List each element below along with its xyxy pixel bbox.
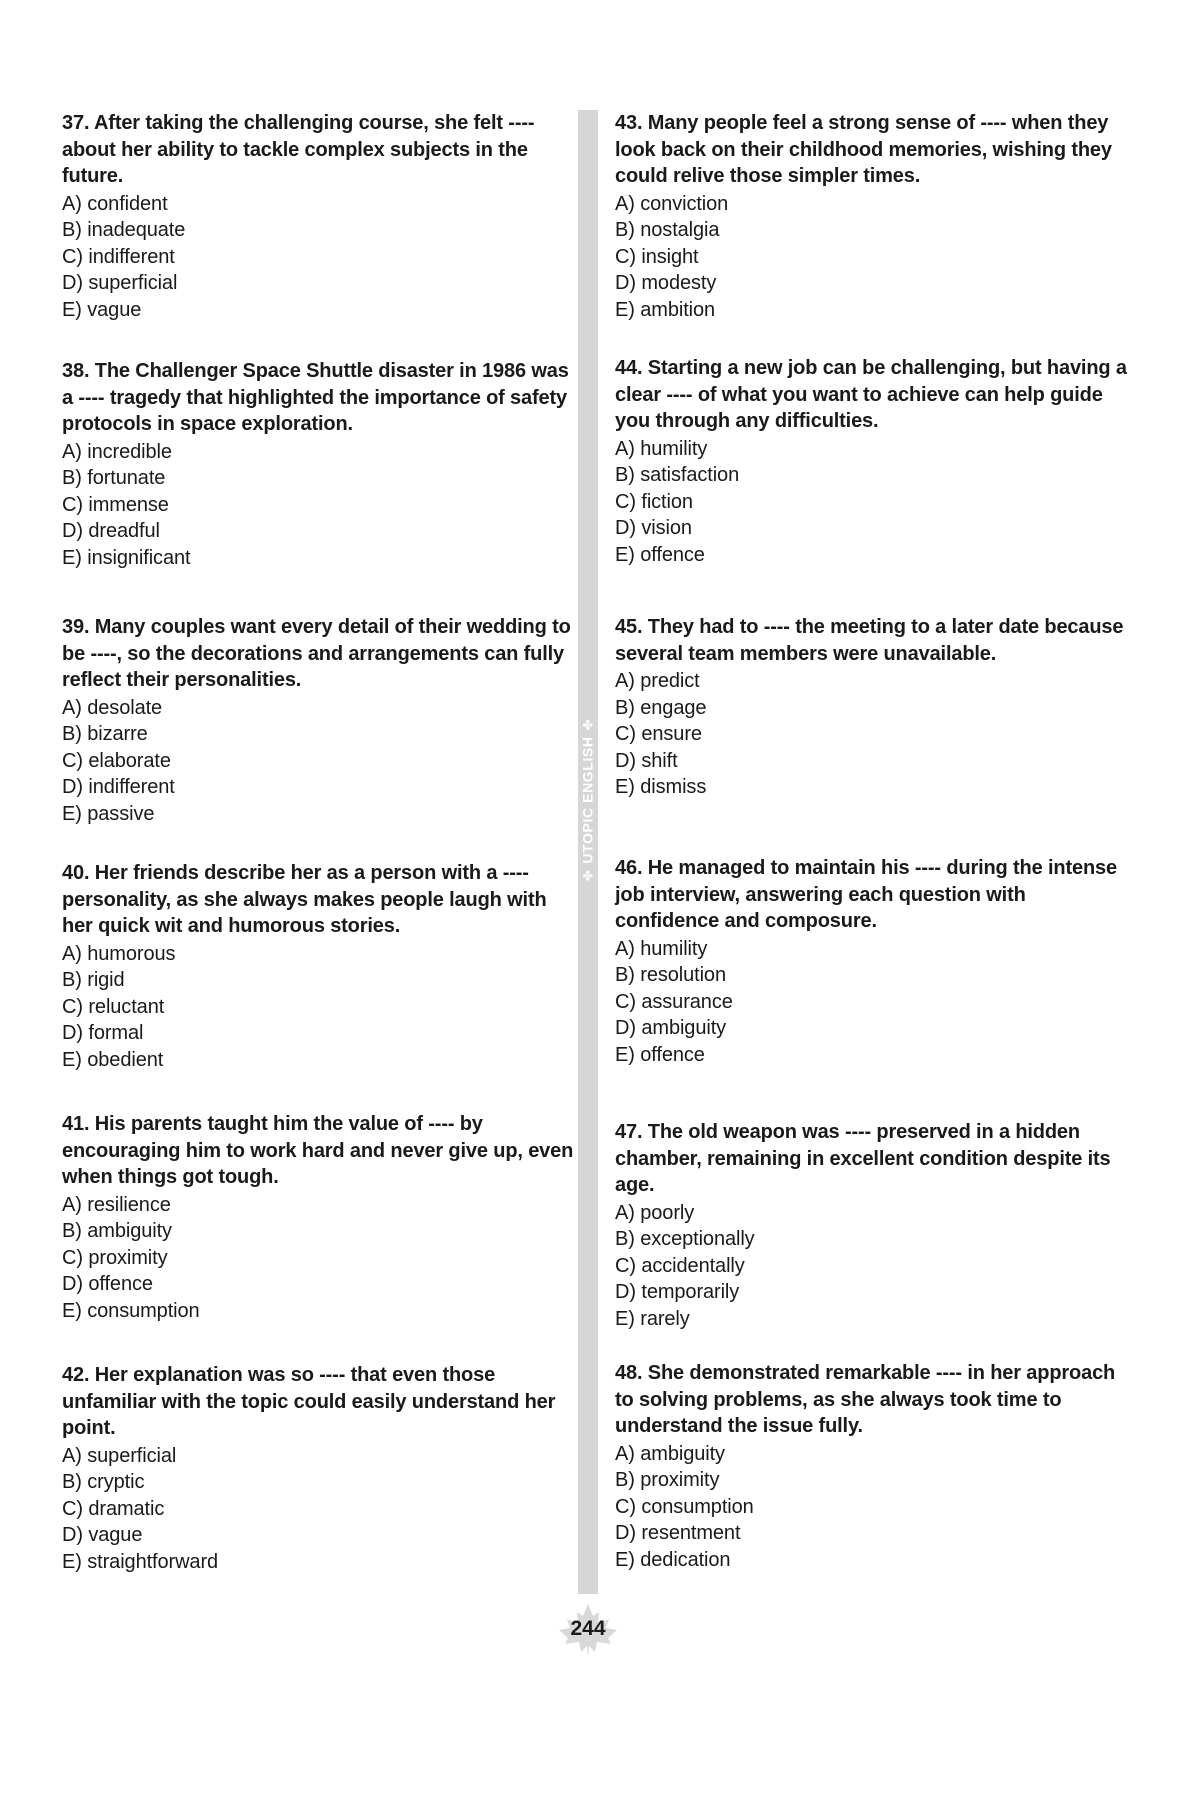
option-c: C) ensure — [615, 723, 702, 745]
question-44 — [615, 355, 1135, 568]
option-b: B) engage — [615, 696, 707, 719]
option-list — [615, 668, 1135, 801]
option-b: B) cryptic — [62, 1471, 145, 1493]
option-d: D) vague — [62, 1524, 143, 1546]
option-list — [62, 1443, 582, 1576]
option-c: C) assurance — [615, 990, 733, 1013]
option-c: C) immense — [62, 493, 169, 516]
option-a: A) resilience — [62, 1193, 171, 1216]
question-text: 47. The old weapon was ---- preserved in a hidden chamber, remaining in excellent condition despite its age. — [615, 1121, 1111, 1196]
option-d: D) shift — [615, 749, 678, 772]
option-e: E) straightforward — [62, 1550, 219, 1573]
option-a: A) humility — [615, 437, 708, 460]
option-b: B) nostalgia — [615, 219, 720, 241]
option-e: E) obedient — [62, 1048, 164, 1071]
option-e: E) dismiss — [615, 776, 707, 798]
option-b: B) rigid — [62, 969, 125, 991]
option-c: C) dramatic — [62, 1497, 165, 1520]
question-text: 42. Her explanation was so ---- that even those unfamiliar with the topic could easily understand her point. — [62, 1364, 556, 1439]
option-a: A) ambiguity — [615, 1442, 725, 1465]
question-text: 43. Many people feel a strong sense of ---- when they look back on their childhood memories, wishing they could relive those simpler times. — [615, 112, 1112, 187]
option-list — [62, 191, 582, 324]
option-a: A) conviction — [615, 192, 729, 215]
question-40 — [62, 860, 582, 1073]
question-48 — [615, 1360, 1135, 1573]
option-d: D) ambiguity — [615, 1017, 727, 1039]
option-d: D) formal — [62, 1022, 144, 1044]
option-b: B) exceptionally — [615, 1228, 755, 1250]
option-c: C) proximity — [62, 1246, 168, 1269]
option-b: B) inadequate — [62, 219, 186, 241]
option-c: C) reluctant — [62, 995, 165, 1018]
option-a: A) desolate — [62, 696, 163, 719]
option-d: D) resentment — [615, 1522, 741, 1544]
option-list — [615, 1441, 1135, 1574]
option-c: C) insight — [615, 245, 699, 268]
option-list — [615, 191, 1135, 324]
option-e: E) rarely — [615, 1307, 690, 1330]
left-column — [62, 0, 582, 1800]
option-c: C) fiction — [615, 490, 693, 513]
option-e: E) consumption — [62, 1299, 200, 1322]
question-text: 39. Many couples want every detail of their wedding to be ----, so the decorations and arrangements can fully reflect their personalities. — [62, 616, 571, 691]
option-e: E) offence — [615, 543, 705, 566]
question-text: 38. The Challenger Space Shuttle disaster in 1986 was a ---- tragedy that highlighted the importance of safety protocols in space exploration. — [62, 360, 569, 435]
question-37 — [62, 110, 582, 323]
question-text: 46. He managed to maintain his ---- during the intense job interview, answering each question with confidence and composure. — [615, 857, 1117, 932]
question-43 — [615, 110, 1135, 323]
option-d: D) vision — [615, 517, 692, 539]
question-text: 41. His parents taught him the value of ---- by encouraging him to work hard and never give up, even when things got tough. — [62, 1113, 574, 1188]
option-e: E) insignificant — [62, 546, 191, 569]
option-e: E) vague — [62, 298, 142, 321]
option-c: C) consumption — [615, 1495, 754, 1518]
page-number: 244 — [570, 1617, 606, 1640]
question-text: 45. They had to ---- the meeting to a later date because several team members were unavailable. — [615, 616, 1124, 665]
option-b: B) bizarre — [62, 723, 148, 745]
option-e: E) ambition — [615, 298, 716, 321]
option-c: C) accidentally — [615, 1254, 745, 1277]
option-e: E) offence — [615, 1043, 705, 1066]
question-39 — [62, 614, 582, 827]
option-e: E) dedication — [615, 1548, 731, 1571]
option-list — [615, 1200, 1135, 1333]
option-a: A) poorly — [615, 1201, 695, 1224]
question-46 — [615, 855, 1135, 1068]
option-list — [62, 941, 582, 1074]
option-list — [62, 695, 582, 828]
option-b: B) fortunate — [62, 467, 166, 489]
option-a: A) superficial — [62, 1444, 177, 1467]
page-number-badge — [553, 1600, 623, 1662]
side-label — [580, 713, 597, 887]
right-column — [615, 0, 1135, 1800]
option-d: D) offence — [62, 1273, 153, 1295]
question-41 — [62, 1111, 582, 1324]
option-a: A) humorous — [62, 942, 176, 965]
question-text: 40. Her friends describe her as a person with a ---- personality, as she always makes people laugh with her quick wit and humorous stories. — [62, 862, 547, 937]
maple-leaf-icon: ✤ — [580, 869, 596, 882]
option-c: C) elaborate — [62, 749, 171, 772]
option-d: D) indifferent — [62, 776, 175, 798]
maple-leaf-icon: ✤ — [580, 718, 596, 731]
option-list — [615, 936, 1135, 1069]
question-42 — [62, 1362, 582, 1575]
side-label-text: UTOPIC ENGLISH — [579, 736, 596, 864]
option-e: E) passive — [62, 802, 155, 825]
option-a: A) humility — [615, 937, 708, 960]
question-47 — [615, 1119, 1135, 1332]
option-a: A) confident — [62, 192, 168, 215]
question-45 — [615, 614, 1135, 801]
option-list — [62, 439, 582, 572]
option-list — [615, 436, 1135, 569]
option-b: B) resolution — [615, 964, 726, 986]
option-a: A) incredible — [62, 440, 172, 463]
option-b: B) ambiguity — [62, 1220, 172, 1242]
question-text: 37. After taking the challenging course, she felt ---- about her ability to tackle complex subjects in the future. — [62, 112, 535, 187]
question-38 — [62, 358, 582, 571]
option-d: D) modesty — [615, 272, 717, 294]
option-b: B) satisfaction — [615, 464, 740, 486]
question-text: 48. She demonstrated remarkable ---- in her approach to solving problems, as she always took time to understand the issue fully. — [615, 1362, 1116, 1437]
option-list — [62, 1192, 582, 1325]
option-b: B) proximity — [615, 1469, 720, 1491]
option-a: A) predict — [615, 670, 700, 692]
option-c: C) indifferent — [62, 245, 175, 268]
option-d: D) temporarily — [615, 1281, 740, 1303]
option-d: D) dreadful — [62, 520, 160, 542]
question-text: 44. Starting a new job can be challenging, but having a clear ---- of what you want to achieve can help guide you through any difficulties. — [615, 357, 1127, 432]
option-d: D) superficial — [62, 272, 178, 294]
